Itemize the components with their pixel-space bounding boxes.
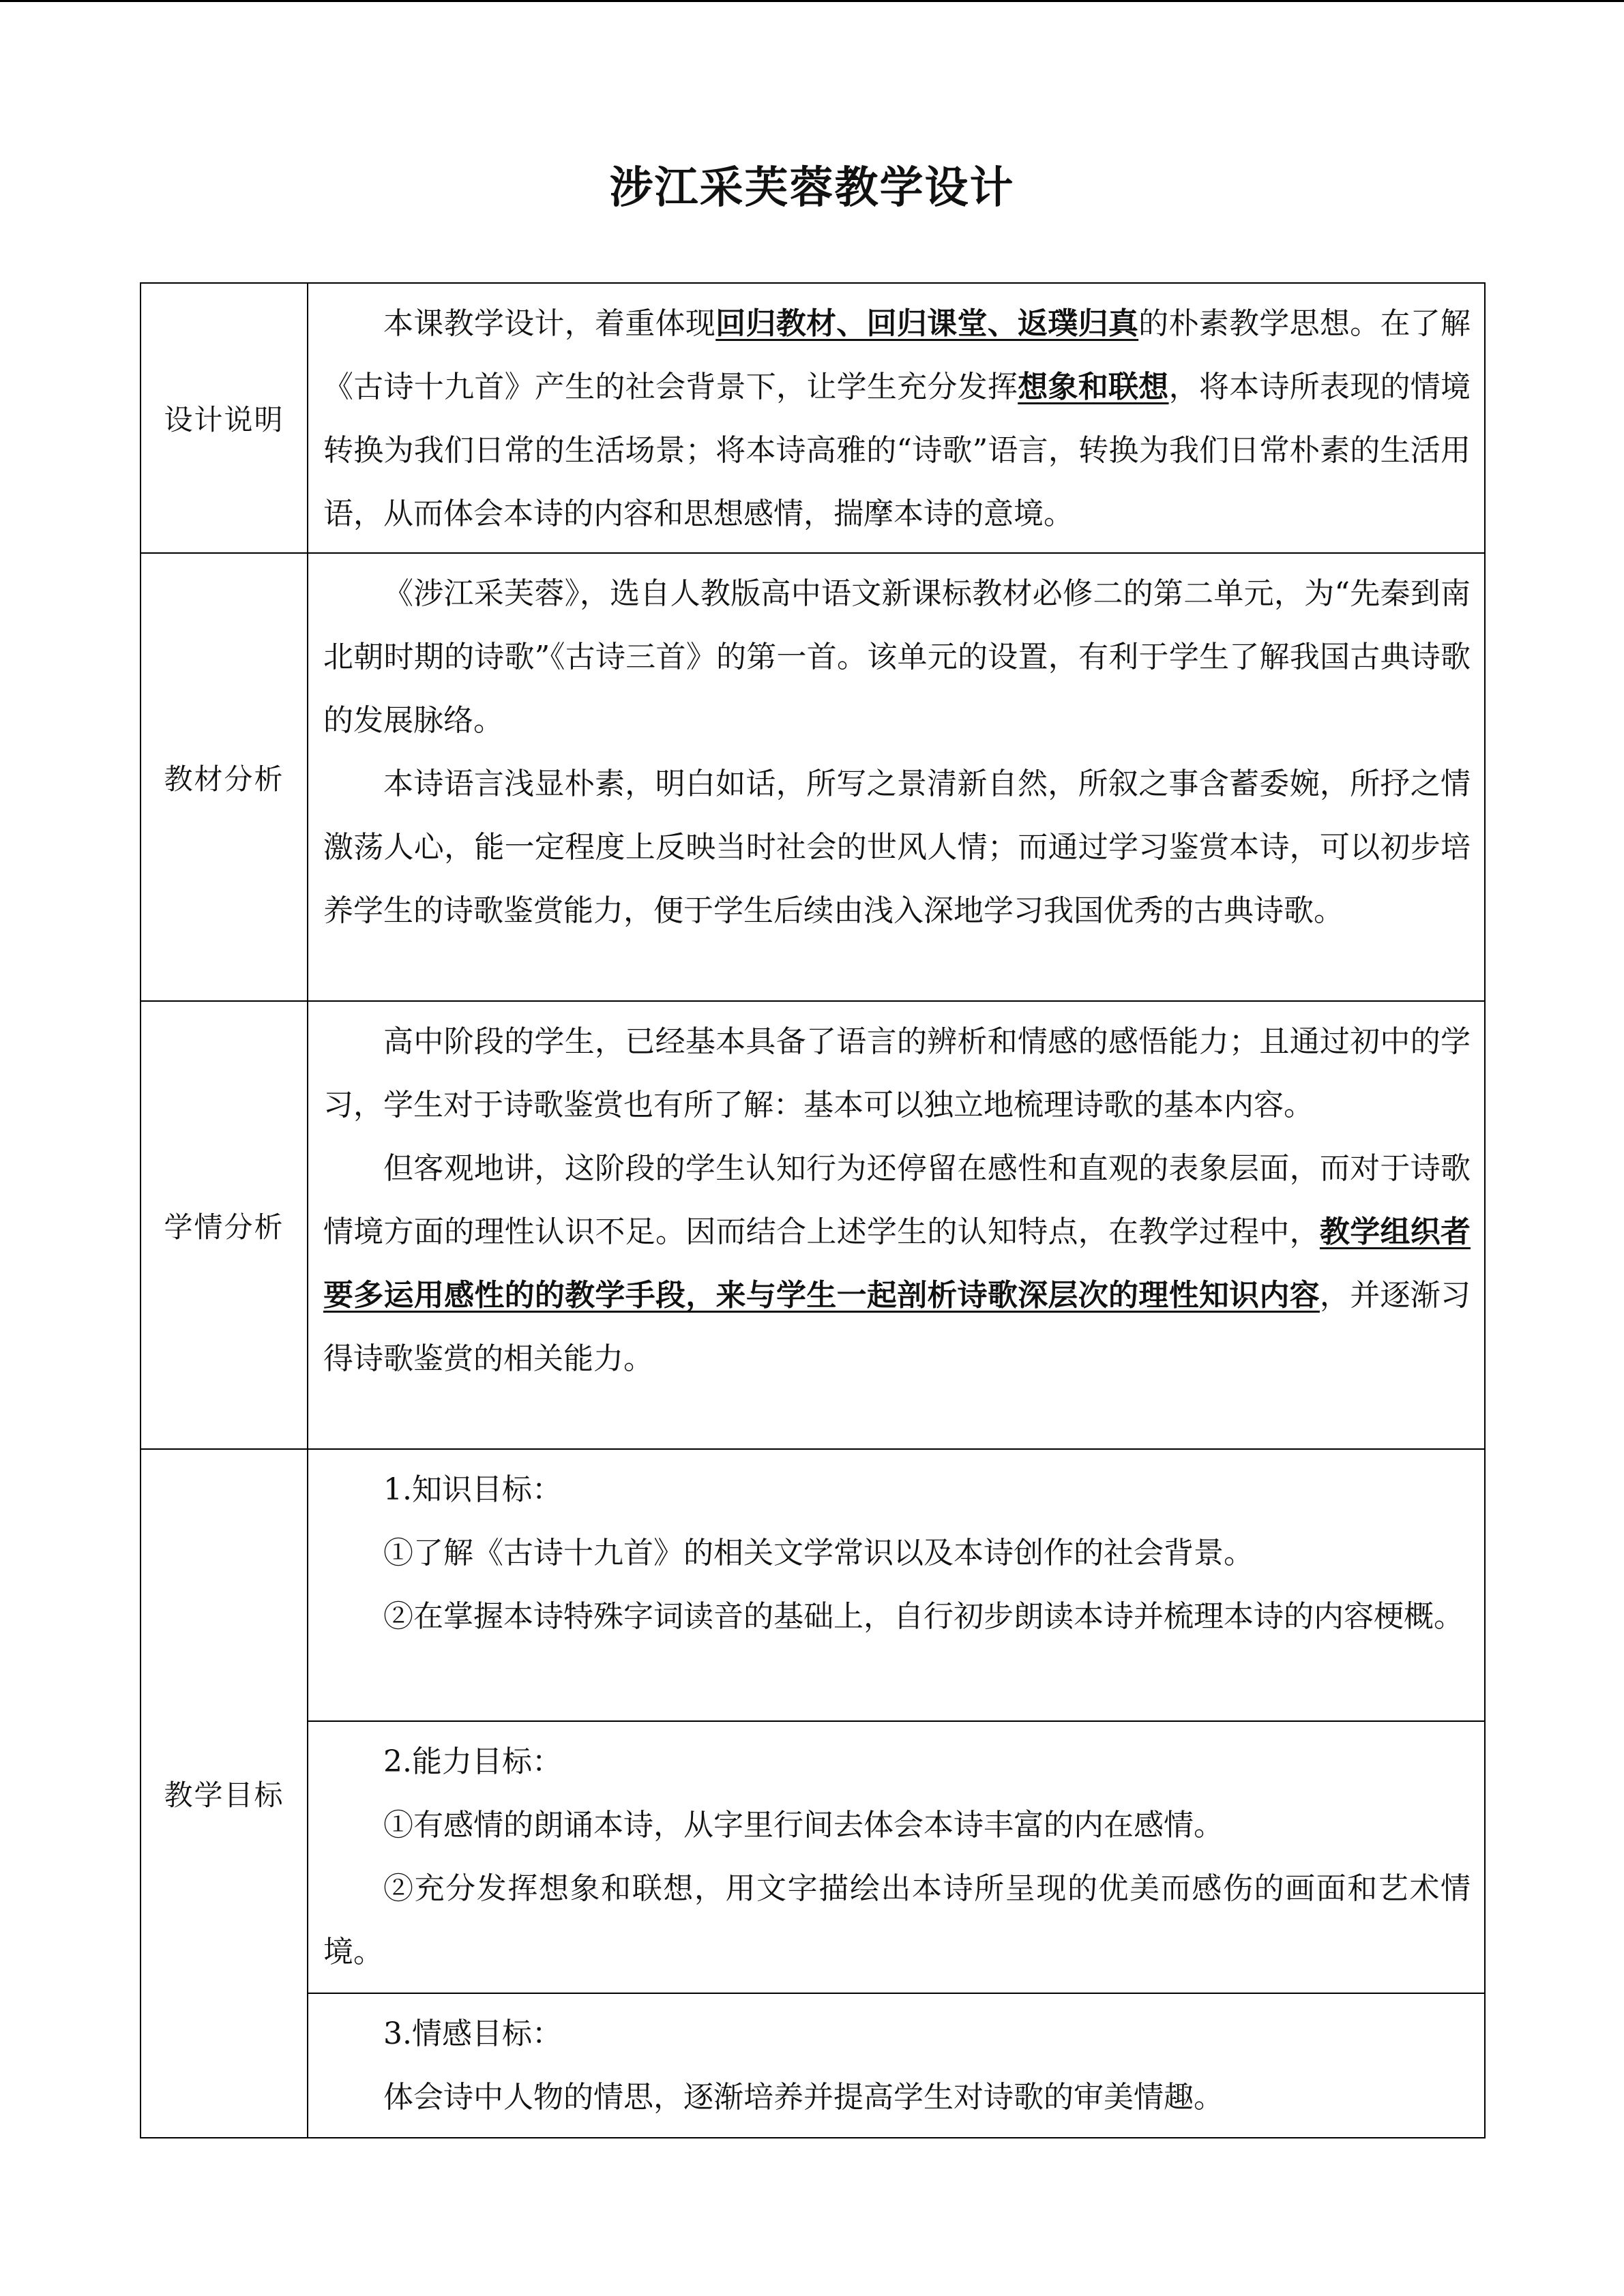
page-title: 涉江采芙蓉教学设计 (609, 163, 1015, 213)
row-teaching-goals-3 (141, 1993, 1485, 2138)
row-design-notes (141, 283, 1485, 553)
text-run: 但客观地讲，这阶段的学生认知行为还停留在感性和直观的表象层面，而对于诗歌情境方面的理性认识不足。因而结合上述学生的认知特点，在教学过程中， (323, 1151, 1471, 1249)
emphasis-text: 回归教材、回归课堂、返璞归真 (715, 306, 1139, 341)
goal-ability (308, 1721, 1485, 1993)
goal-knowledge-heading: 1.知识目标： (383, 1472, 562, 1507)
text-run: 本课教学设计，着重体现 (383, 306, 716, 341)
text-run: ，并逐渐习得诗歌鉴赏的相关能力。 (323, 1278, 1471, 1376)
row-label-textbook-analysis: 教材分析 (141, 553, 308, 1001)
row-label-teaching-goals: 教学目标 (141, 1449, 308, 2138)
goal-ability-heading: 2.能力目标： (383, 1744, 562, 1779)
goal-emotion (308, 1993, 1485, 2138)
goal-knowledge-item-1: ①了解《古诗十九首》的相关文学常识以及本诗创作的社会背景。 (383, 1536, 1254, 1570)
goal-emotion-heading: 3.情感目标： (383, 2016, 562, 2051)
row-teaching-goals-1 (141, 1449, 1485, 1721)
row-textbook-analysis (141, 553, 1485, 1001)
goal-emotion-item-1: 体会诗中人物的情思，逐渐培养并提高学生对诗歌的审美情趣。 (383, 2080, 1224, 2115)
row-student-analysis (141, 1001, 1485, 1449)
textbook-analysis-paragraph-1: 《涉江采芙蓉》，选自人教版高中语文新课标教材必修二的第二单元，为“先秦到南北朝时期的诗歌”《古诗三首》的第一首。该单元的设置，有利于学生了解我国古典诗歌的发展脉络。 (323, 576, 1471, 738)
text-run: 的朴素教学思想。在了解《古诗十九首》产生的社会背景下，让学生充分发挥 (323, 306, 1471, 404)
textbook-analysis-content (308, 553, 1485, 1001)
top-border-line (0, 0, 1624, 2)
row-teaching-goals-2 (141, 1721, 1485, 1993)
row-label-design-notes: 设计说明 (141, 283, 308, 553)
goal-ability-item-2: ②充分发挥想象和联想，用文字描绘出本诗所呈现的优美而感伤的画面和艺术情境。 (323, 1871, 1471, 1969)
student-analysis-paragraph-2 (323, 1137, 1471, 1390)
lesson-plan-table (140, 282, 1486, 2138)
emphasis-text: 教学组织者要多运用感性的的教学手段，来与学生一起剖析诗歌深层次的理性知识内容 (323, 1214, 1471, 1313)
goal-knowledge (308, 1449, 1485, 1721)
student-analysis-content (308, 1001, 1485, 1449)
goal-ability-item-1: ①有感情的朗诵本诗，从字里行间去体会本诗丰富的内在感情。 (383, 1808, 1224, 1843)
textbook-analysis-paragraph-2: 本诗语言浅显朴素，明白如话，所写之景清新自然，所叙之事含蓄委婉，所抒之情激荡人心，能一定程度上反映当时社会的世风人情；而通过学习鉴赏本诗，可以初步培养学生的诗歌鉴赏能力，便于学生后续由浅入深地学习我国优秀的古典诗歌。 (323, 766, 1471, 928)
goal-knowledge-item-2: ②在掌握本诗特殊字词读音的基础上，自行初步朗读本诗并梳理本诗的内容梗概。 (383, 1599, 1464, 1634)
row-label-student-analysis: 学情分析 (141, 1001, 308, 1449)
design-notes-content (308, 283, 1485, 553)
emphasis-text: 想象和联想 (1018, 370, 1169, 404)
student-analysis-paragraph-1: 高中阶段的学生，已经基本具备了语言的辨析和情感的感悟能力；且通过初中的学习，学生对于诗歌鉴赏也有所了解：基本可以独立地梳理诗歌的基本内容。 (323, 1024, 1471, 1122)
text-run: ，将本诗所表现的情境转换为我们日常的生活场景；将本诗高雅的“诗歌”语言，转换为我们日常朴素的生活用语，从而体会本诗的内容和思想感情，揣摩本诗的意境。 (323, 370, 1471, 531)
design-notes-paragraph (323, 292, 1471, 546)
